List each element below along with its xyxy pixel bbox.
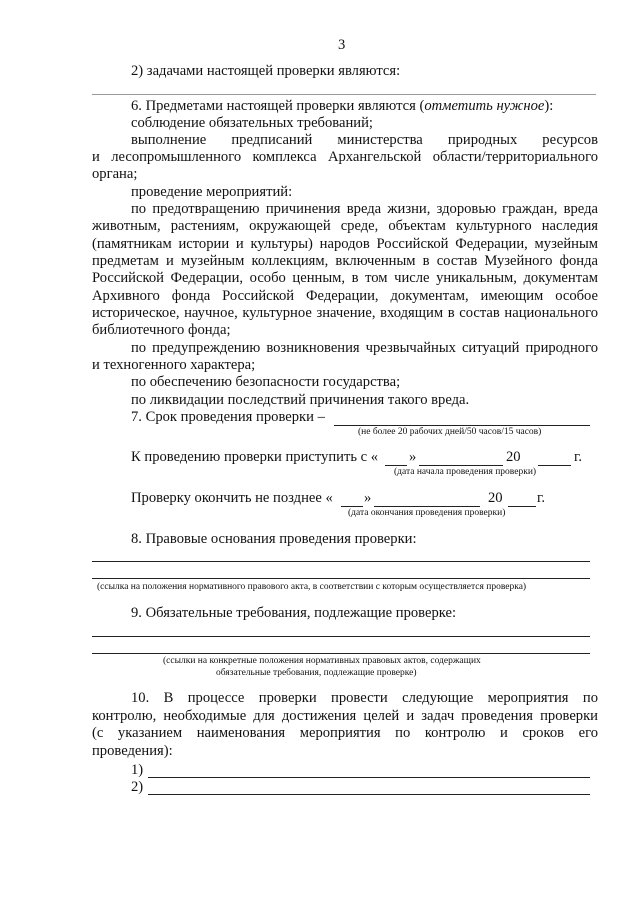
prevention-line3: (памятникам истории и культуры) народов Российской Федерации, музейным xyxy=(92,236,598,252)
liquidation-line: по ликвидации последствий причинения такого вреда. xyxy=(131,392,470,408)
prevention-line6: Архивного фонда Российской Федерации, документам, имеющим особое xyxy=(92,288,598,304)
start-month-field[interactable] xyxy=(419,465,503,466)
legal-basis-heading: 8. Правовые основания проведения проверки: xyxy=(131,531,417,547)
measures-line3: (с указанием наименования мероприятия по контролю и сроков его xyxy=(92,725,598,741)
end-month-field[interactable] xyxy=(374,506,480,507)
start-year-suffix: г. xyxy=(574,449,582,465)
prevention-line2: животным, растениям, окружающей среде, объектам культурного наследия xyxy=(92,218,598,234)
measure-item-1-field[interactable] xyxy=(148,777,590,778)
legal-basis-field-2[interactable] xyxy=(92,578,590,579)
prevention-line4: предметам и музейным коллекциям, включенным в состав Музейного фонда xyxy=(92,253,598,269)
end-year-suffix: г. xyxy=(537,490,545,506)
requirements-field-1[interactable] xyxy=(92,636,590,637)
emergency-line2: и техногенного характера; xyxy=(92,357,256,373)
task-heading: 2) задачами настоящей проверки являются: xyxy=(131,63,401,79)
measure-item-1-label: 1) xyxy=(131,762,144,778)
term-heading: 7. Срок проведения проверки – xyxy=(131,409,325,425)
emergency-line1: по предупреждению возникновения чрезвычайных ситуаций природного xyxy=(131,340,598,356)
requirements-note-2: обязательные требования, подлежащие проверке) xyxy=(216,668,417,678)
legal-basis-note: (ссылка на положения нормативного правового акта, в соответствии с которым осуществляется проверка) xyxy=(97,582,527,592)
subjects-heading: 6. Предметами настоящей проверки являются (отметить нужное): xyxy=(131,98,554,114)
prevention-line5: Российской Федерации, особо ценным, в том числе уникальным, документам xyxy=(92,270,598,286)
task-line xyxy=(92,94,596,95)
start-quote-close: » xyxy=(409,449,417,465)
subject-orders-line1: выполнение предписаний министерства природных ресурсов xyxy=(131,132,598,148)
prevention-line1: по предотвращению причинения вреда жизни, здоровью граждан, вреда xyxy=(131,201,598,217)
measures-line4: проведения): xyxy=(92,743,173,759)
start-note: (дата начала проведения проверки) xyxy=(394,467,537,477)
measures-line2: контролю, необходимые для достижения целей и задач проведения проверки xyxy=(92,708,598,724)
start-label: К проведению проверки приступить с « xyxy=(131,449,379,465)
requirements-note-1: (ссылки на конкретные положения нормативных правовых актов, содержащих xyxy=(163,656,481,666)
end-note: (дата окончания проведения проверки) xyxy=(348,508,506,518)
subject-orders-line3: органа; xyxy=(92,166,138,182)
end-label: Проверку окончить не позднее « xyxy=(131,490,333,506)
prevention-line7: историческое, научное, культурное значение, входящим в состав национального xyxy=(92,305,598,321)
requirements-field-2[interactable] xyxy=(92,653,590,654)
term-note: (не более 20 рабочих дней/50 часов/15 часов) xyxy=(358,427,542,437)
end-day-field[interactable] xyxy=(341,506,363,507)
subject-compliance: соблюдение обязательных требований; xyxy=(131,115,373,131)
subject-events: проведение мероприятий: xyxy=(131,184,293,200)
end-quote-close: » xyxy=(364,490,372,506)
end-year-prefix: 20 xyxy=(488,490,503,506)
prevention-line8: библиотечного фонда; xyxy=(92,322,231,338)
start-day-field[interactable] xyxy=(385,465,407,466)
end-year-field[interactable] xyxy=(508,506,536,507)
measures-line1: 10. В процессе проверки провести следующие мероприятия по xyxy=(131,690,598,706)
legal-basis-field-1[interactable] xyxy=(92,561,590,562)
measure-item-2-label: 2) xyxy=(131,779,144,795)
page-number: 3 xyxy=(338,37,346,53)
start-year-prefix: 20 xyxy=(506,449,521,465)
security-line: по обеспечению безопасности государства; xyxy=(131,374,401,390)
start-year-field[interactable] xyxy=(538,465,571,466)
term-field[interactable] xyxy=(334,425,590,426)
requirements-heading: 9. Обязательные требования, подлежащие проверке: xyxy=(131,605,457,621)
measure-item-2-field[interactable] xyxy=(148,794,590,795)
subject-orders-line2: и лесопромышленного комплекса Архангельской области/территориального xyxy=(92,149,598,165)
